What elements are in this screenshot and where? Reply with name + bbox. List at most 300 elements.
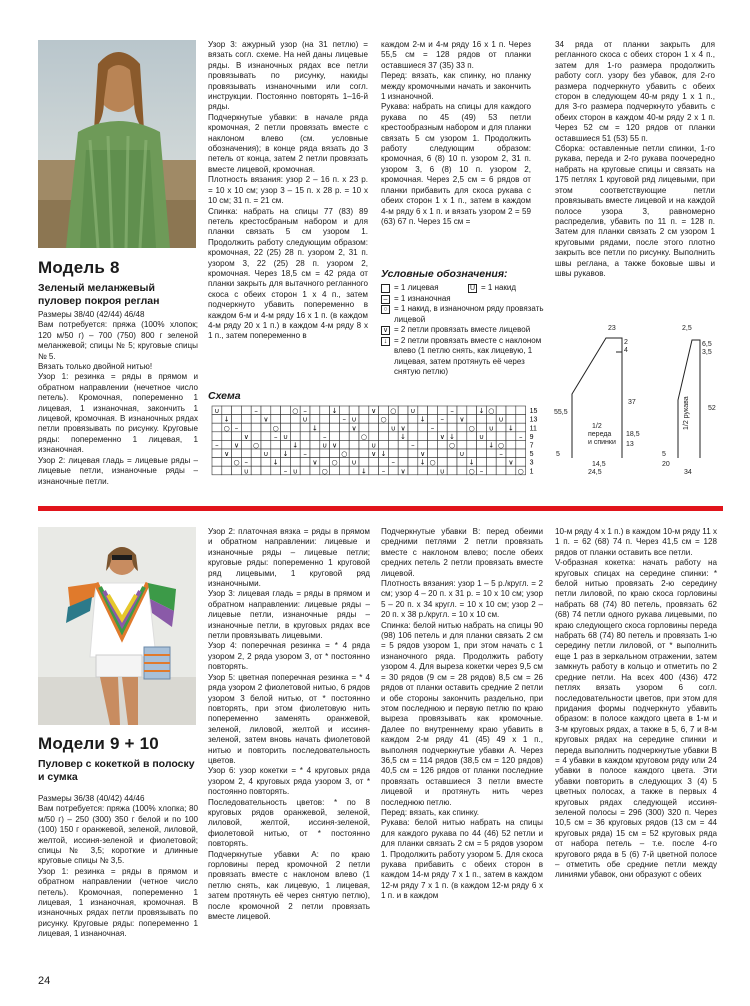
chart-cell [428,466,438,475]
legend-title: Условные обозначения: [381,268,508,280]
chart-cell [516,423,526,432]
chart-symbol: ∨ [331,441,338,450]
legend-list [381,283,551,378]
chart-symbol: – [322,432,327,441]
chart-cell [241,440,251,449]
chart-cell [379,458,389,467]
dim-5-left: 5 [556,451,560,458]
chart-symbol: ∪ [282,432,289,441]
chart-cell [496,406,506,415]
chart-symbol: ∨ [439,432,445,441]
chart-cell [379,423,389,432]
dim-2-5: 2,5 [682,325,692,332]
garment-schematic [552,318,722,476]
chart-cell [251,415,261,424]
chart-cell [457,432,467,441]
chart-cell [467,415,477,424]
chart-cell [281,415,291,424]
chart-cell [388,449,398,458]
chart-symbol: ↓ [507,424,514,433]
chart-cell [241,406,251,415]
chart-cell [467,440,477,449]
model8-photo [38,40,196,248]
chart-symbol: ○ [498,441,505,450]
chart-cell [320,406,330,415]
chart-cell [418,423,428,432]
chart-cell [212,423,222,432]
chart-cell [222,458,232,467]
chart-cell [290,423,300,432]
chart-cell [310,432,320,441]
chart-cell [222,406,232,415]
chart-cell [281,406,291,415]
chart-cell [241,415,251,424]
chart-cell [349,449,359,458]
label-front-back: 1/2 [592,423,602,430]
chart-cell [251,458,261,467]
chart-cell [271,406,281,415]
dim-37: 37 [628,399,636,406]
chart-cell [428,440,438,449]
chart-cell [486,449,496,458]
chart-symbol: ↓ [360,467,367,476]
model910-text-col1: Размеры 36/38 (40/42) 44/46 Вам потребуется: пряжа (100% хлопка; 80 м/50 г) – 250 (300) 350 г белой и по 100 (100) 150 г оранжевой, зеленой, лиловой, желтой, иссиня-зеленой и фиолетовой; спицы № 3,5; короткие и длинные круговые спицы № 3,5. Узор 1: резинка = ряды в прямом и обратном направлении (четное число петель). Кромочная, попеременно 1 лицевая, 1 изнаночная, кромочная. В изнаночных рядах петли провязывать по рисунку. Круговые ряды: попеременно 1 лицевая, 1 изнаночная. [38,794,198,939]
model8-subtitle: Зеленый меланжевый пуловер покроя реглан [38,282,160,307]
knit-symbol-icon [381,284,390,293]
label-front-back3: и спинки [588,439,616,446]
chart-cell [418,440,428,449]
scheme-title: Схема [208,390,241,402]
dim-14-5: 14,5 [592,461,606,468]
chart-symbol: ↓ [488,441,495,450]
chart-cell [437,440,447,449]
chart-symbol: ∪ [371,441,377,450]
dim-6-5: 6,5 [702,341,712,348]
arrow-down-symbol-icon: ↓ [381,337,390,346]
chart-cell [408,449,418,458]
chart-symbol: ○ [449,441,456,450]
chart-symbol: ↓ [449,432,456,441]
chart-cell [330,423,340,432]
chart-symbol: ○ [272,424,279,433]
chart-cell [330,449,340,458]
chart-symbol: ∨ [400,467,406,476]
chart-cell [467,449,477,458]
purl-symbol-icon: – [381,295,390,304]
chart-cell [379,440,389,449]
chart-cell [467,432,477,441]
chart-symbol: – [283,467,288,476]
dim-18-5: 18,5 [626,431,640,438]
chart-symbol: ↓ [282,450,289,459]
chart-cell [486,415,496,424]
chart-cell [388,415,398,424]
chart-cell [408,466,418,475]
chart-cell [261,423,271,432]
chart-cell [241,423,251,432]
chart-cell [339,458,349,467]
chart-cell [408,458,418,467]
chart-symbol: ∨ [243,432,249,441]
chart-cell [506,415,516,424]
chart-cell [251,466,261,475]
dim-52: 52 [708,405,716,412]
chart-symbol: ∪ [498,415,504,424]
chart-cell [320,458,330,467]
chart-cell [349,466,359,475]
chart-cell [222,466,232,475]
chart-symbol: ○ [223,424,230,433]
chart-cell [310,449,320,458]
chart-symbol: ∪ [478,432,485,441]
chart-symbol: ○ [341,450,348,459]
legend-item-yarnover: U = 1 накид [469,283,517,292]
model8-text-col4: 34 ряда от планки закрыть для регланного скоса с обеих сторон 1 х 4 п., затем для 1-го размера продолжить работу согл. узору без убавок, для 2-го размера подчеркнуто убавить с обеих сторон в следующем 40-м ряду 1 х 1 п., для 3-го размера подчеркнуто убавить с обеих сторон в каждом 40-м ряду 2 х 1 п. Через 52 см = 120 рядов от планки оставшиеся 51 (53) 55 п. Сборка: оставленные петли спинки, 1-го рукава, переда и 2-го рукава поочередно набрать на круговые спицы и связать на 175 петлях 1 круговой ряд лицевыми, при этом соответствующие петли провязывать вместе лицевой и на каждой полосе узора 3, равномерно распределив, убавить по 11 п. = 128 п. Затем для планки связать 2 см узором 1 круговыми рядами, после этого плотно закрыть все петли по рисунку. Выполнить швы реглана, а также боковые швы и швы рукавов. [555,40,715,278]
chart-cell [339,466,349,475]
chart-cell [281,440,291,449]
chart-cell [271,440,281,449]
u-symbol-icon: U [469,285,476,292]
chart-symbol: – [518,432,523,441]
chart-symbol: ∪ [351,458,357,467]
chart-symbol: – [440,415,445,424]
chart-cell [477,423,487,432]
chart-symbol: ∨ [351,424,357,433]
v-symbol-icon: ∨ [382,327,389,334]
dim-34: 34 [684,469,692,476]
chart-cell [369,423,379,432]
chart-cell [212,449,222,458]
chart-cell [379,432,389,441]
chart-cell [447,423,457,432]
chart-cell [437,423,447,432]
model910-title: Модели 9 + 10 [38,734,159,753]
chart-symbol: ↓ [272,458,279,467]
chart-cell [428,449,438,458]
chart-symbol: ○ [253,441,260,450]
chart-cell [232,466,242,475]
chart-cell [408,415,418,424]
chart-symbol: ∨ [420,450,426,459]
chart-cell [388,432,398,441]
chart-cell [251,449,261,458]
chart-cell [212,432,222,441]
chart-cell [428,432,438,441]
chart-cell [359,449,369,458]
chart-cell [212,466,222,475]
chart-symbol: ∪ [459,450,465,459]
chart-symbol: – [342,415,347,424]
chart-cell [349,432,359,441]
chart-cell [477,440,487,449]
chart-symbol: – [303,407,307,416]
chart-symbol: ○ [429,458,436,467]
chart-cell [447,458,457,467]
chart-cell [447,449,457,458]
chart-cell [359,423,369,432]
chart-cell [496,432,506,441]
chart-symbol: ○ [468,424,475,433]
chart-cell [379,406,389,415]
chart-symbol: ↓ [468,458,475,467]
chart-symbol: – [499,450,503,459]
chart-symbol: ∪ [488,424,494,433]
legend-item-knit: = 1 лицевая [381,283,551,294]
chart-cell [281,423,291,432]
chart-cell [310,406,320,415]
chart-cell [516,415,526,424]
model910-text-col2: Узор 2: платочная вязка = ряды в прямом и обратном направлении: лицевые и изнаночные ряды – лицевые петли; круговые ряды: попеременно 1 круговой ряд лицевыми, 1 круговой ряд изнаночными. Узор 3: лицевая гладь = ряды в прямом и обратном направлении: лицевые ряды – лицевые петли, изнаночные ряды – изнаночные петли, в круговых рядах все петли провязывать лицевыми. Узор 4: поперечная резинка = * 4 ряда узором 2, 2 рядa узором 3, от * постоянно повторять. Узор 5: цветная поперечная резинка = * 4 ряда узором 2 фиолетовой нитью, 6 рядов узором 3 белой нитью, от * постоянно повторять, при этом фиолетовую нить попеременно заменять оранжевой, зеленой, лиловой, желтой и иссиня-зеленой, затем вновь начать фиолетовой нитью и повторить последовательность цветов. Узор 6: узор кокетки = * 4 круговых ряда узором 2, 4 круговых ряда узором 3, от * постоянно повторять. Последовательность цветов: * по 8 круговых рядов оранжевой, зеленой, лиловой, желтой, иссиня-зеленой, фиолетовой нитью, от * постоянно повторять. Подчеркнутые убавки А: по краю горловины перед кромочной 2 петли провязать вместе с наклоном влево (1 петлю снять, как лицевую, 1 лицевая, затем протянуть её через снятую петлю), после кромочной 2 петли провязать вместе лицевой. [208,527,370,922]
chart-symbol: – [244,458,249,467]
chart-row-label: 3 [529,459,534,467]
chart-symbol: – [273,432,278,441]
legend-item-k2tog: ∨ = 2 петли провязать вместе лицевой [382,325,531,334]
chart-cell [388,466,398,475]
chart-symbol: ∪ [410,407,416,416]
chart-cell [339,423,349,432]
chart-cell [261,432,271,441]
chart-cell [300,432,310,441]
chart-cell [477,449,487,458]
chart-cell [320,423,330,432]
chart-cell [339,406,349,415]
chart-symbol: ↓ [419,458,426,467]
chart-symbol: ∨ [371,450,377,459]
chart-cell [428,415,438,424]
chart-cell [418,466,428,475]
chart-cell [398,415,408,424]
chart-symbol: ↓ [380,450,387,459]
model8-text-col3: каждом 2-м и 4-м ряду 16 х 1 п. Через 55,5 см = 128 рядов от планки оставшиеся 37 (35) 33 п. Перед: вязать, как спинку, но планку между кромочными начать и закончить 1 изнаночной. Рукава: набрать на спицы для каждого рукава по 45 (49) 53 петли крестообразным набором и для планки связать 5 см узором 1. Продолжить работу следующим образом: кромочная, 6 (8) 10 п. узором 2, 31 п. узором 3, 6 (8) 10 п. узором 2, кромочная. Через 2,5 см = 6 рядов от планки прибавить для скоса рукава с обеих сторон 1 х 1 п., затем в каждом 4-м ряду 6 х 1 п. и вязать узором 2 = 59 (63) 67 п. Через 15 см = [381,40,531,226]
chart-symbol: – [215,441,219,450]
chart-cell [496,458,506,467]
chart-cell [506,432,516,441]
legend-item-purl: – = 1 изнаночная [381,294,551,305]
dim-4: 4 [624,347,628,354]
chart-cell [486,432,496,441]
chart-symbol: – [254,407,258,416]
chart-symbol: ○ [468,467,475,476]
chart-symbol: – [381,467,386,476]
chart-cell [290,458,300,467]
chart-cell [418,432,428,441]
chart-cell [320,415,330,424]
chart-cell [496,466,506,475]
chart-symbol: ↓ [311,424,318,433]
chart-cell [437,406,447,415]
chart-symbol: – [479,467,484,476]
chart-symbol: ∨ [224,450,230,459]
chart-cell [310,466,320,475]
chart-cell [516,440,526,449]
chart-symbol: ∨ [312,458,318,467]
chart-symbol: ○ [390,407,397,416]
page-number: 24 [38,975,51,987]
chart-cell [290,432,300,441]
chart-symbol: – [303,450,307,459]
chart-symbol: ∪ [302,415,308,424]
chart-cell [418,406,428,415]
chart-symbol: ∨ [508,458,514,467]
dim-5-right: 5 [662,451,666,458]
chart-cell [486,466,496,475]
chart-cell [290,449,300,458]
model8-text-col1: Размеры 38/40 (42/44) 46/48 Вам потребуется: пряжа (100% хлопок; 120 м/50 г) – 700 (750) 800 г зеленой меланжевой; спицы № 5; круговые спицы № 5. Вязать только двойной нитью! Узор 1: резинка = ряды в прямом и обратном направлении (нечетное число петель). Кромочная, попеременно 1 лицевая, 1 изнаночная, закончить 1 лицевой, кромочная. В изнаночных рядах петли провязывать по рисунку. Круговые ряды: попеременно 1 лицевая, 1 изнаночная. Узор 2: лицевая гладь = лицевые ряды – лицевые петли, изнаночные ряды – изнаночные петли. [38,310,198,486]
model910-photo [38,527,196,725]
chart-cell [506,449,516,458]
chart-row-label: 11 [529,425,537,433]
chart-symbol: ∪ [243,467,249,476]
chart-cell [506,466,516,475]
chart-cell [457,406,467,415]
chart-cell [339,440,349,449]
knitting-chart [208,404,548,476]
chart-cell [261,458,271,467]
chart-cell [477,458,487,467]
chart-symbol: – [391,458,396,467]
chart-symbol: ↓ [292,441,299,450]
chart-cell [232,406,242,415]
chart-row-label: 13 [529,416,538,424]
chart-cell [300,458,310,467]
chart-symbol: ○ [233,458,240,467]
dim-2: 2 [624,339,628,346]
chart-cell [359,440,369,449]
chart-cell [457,440,467,449]
chart-cell [496,423,506,432]
chart-symbol: ∪ [390,424,396,433]
chart-symbol: ○ [380,415,387,424]
chart-symbol: ∨ [371,407,377,416]
chart-symbol: ○ [331,458,338,467]
dim-23: 23 [608,325,616,332]
chart-cell [281,458,291,467]
chart-cell [212,458,222,467]
dim-55-5: 55,5 [554,409,568,416]
chart-symbol: ○ [488,407,495,416]
chart-symbol: ↓ [400,432,407,441]
model910-text-col4: 10-м ряду 4 х 1 п.) в каждом 10-м ряду 11 х 1 п. = 62 (68) 74 п. Через 41,5 см = 128 рядов от планки оставить все петли. V-образная кокетка: начать работу на круговых спицах на середине спинки: * белой нитью провязать 2-ю середину петли лиловой, по краю скоса горловины набрать 68 (74) 80 петель, провязать 62 (68) 74 петли одного рукава лицевыми, по краю следующего скоса горловины переда набрать 68 (74) 80 петель и провязать 1-ю середину петли лиловой, от * выполнить еще 1 раз в зеркальном отражении, затем замкнуть работу в кольцо и отметить по 2 средние петли. На всех 400 (436) 472 петлях вязать узором 6 согл. последовательности цветов, при этом для придания формы подчеркнуто убавить образом: в полосе каждого цвета в 1-м и 3-м круговых рядах, а также в 5, 6, 7 и 8-м круговых рядах на середине спинки и переда выполнить подчеркнутые убавки В = 4 убавки в каждом круговом ряду или 24 убавки в полосе каждого цвета. Эти убавки повторить в следующих 3 (4) 5 цветных полосах, а также в первых 4 круговых рядах следующей иссиня-зеленой полосы = 296 (300) 320 п. Через 10,5 см = 36 круговых рядов (13 см = 44 круговых ряда) 15 см = 52 круговых ряда от набора петель – т.е. после 4-го кругового ряда в 5 (6) 7-й цветной полосе – отметить обе средние петли между линиями убавок, они образуют с обеих [555,527,717,880]
chart-cell [349,440,359,449]
chart-row-label: 1 [529,468,534,476]
chart-cell [300,423,310,432]
circle-symbol-icon: ○ [381,305,390,314]
chart-cell [369,458,379,467]
chart-cell [300,440,310,449]
chart-symbol: – [411,441,415,450]
chart-cell [330,466,340,475]
chart-row-label: 5 [529,451,534,459]
chart-cell [222,440,232,449]
chart-cell [447,466,457,475]
dim-24-5: 24,5 [588,469,602,476]
chart-symbol: ↓ [223,415,230,424]
model910-subtitle: Пуловер с кокеткой в полоску и сумка [38,758,195,783]
chart-cell [232,449,242,458]
chart-cell [271,415,281,424]
chart-cell [300,466,310,475]
chart-cell [339,432,349,441]
chart-symbol: ∪ [263,450,269,459]
chart-symbol: ○ [321,467,328,476]
chart-cell [457,466,467,475]
label-front-back2: переда [588,431,612,438]
chart-cell [212,415,222,424]
chart-cell [271,449,281,458]
chart-row-label: 7 [529,442,534,450]
chart-symbol: ↓ [478,407,485,416]
chart-cell [251,423,261,432]
chart-cell [437,458,447,467]
chart-row-label: 15 [529,408,538,416]
chart-symbol: ↓ [419,415,426,424]
model910-text-col3: Подчеркнутые убавки В: перед обеими средними петлями 2 петли провязать вместе с наклоном влево; после обеих средних петель 2 петли провязать вместе лицевой. Плотность вязания: узор 1 – 5 р./кругл. = 2 см; узор 4 – 20 п. х 31 р. = 10 х 10 см; узор 5 – 20 п. х 34 кругл. = 10 х 10 см; узор 2 – 20 п. х 38 р./кругл. = 10 х 10 см. Спинка: белой нитью набрать на спицы 90 (98) 106 петель и для планки связать 2 см = 5 рядов узором 1, при этом начать с 1 изнаночного ряда. Продолжить работу узором 4. Для выреза кокетки через 9,5 см = 30 рядов (9 см = 28 рядов) 8,5 см = 26 рядов от планки оставить средние 2 петли и обе стороны закончить раздельно, при этом последнюю и первую петлю по краю выреза провязывать как кромочные. Далее по внутреннему краю убавить в каждом 2-м ряду 41 (45) 49 х 1 п., выполняя подчеркнутые убавки А. Через 36,5 см = 114 рядов (38,5 см = 120 рядов) 40,5 см = 126 рядов от планки последние провязать оставшиеся 3 петли вместе лицевой и протянуть нить через последнюю петлю. Перед: вязать, как спинку. Рукава: белой нитью набрать на спицы для каждого рукава по 44 (46) 52 петли и для планки связать 2 см = 5 рядов узором 1. Продолжить работу узором 5. Для скоса рукава прибавить с обеих сторон в каждом 14-м ряду 7 х 1 п., затем в каждом 12-м ряду 7 х 1 п. (в каждом 12-м ряду 6 х 1 п. и в каждом [381,527,543,901]
chart-symbol: ∨ [233,441,240,450]
chart-symbol: ∨ [459,415,465,424]
chart-cell [310,415,320,424]
chart-cell [516,449,526,458]
chart-cell [290,415,300,424]
chart-cell [261,440,271,449]
chart-symbol: ∨ [400,424,406,433]
chart-symbol: ∨ [263,415,269,424]
chart-cell [222,432,232,441]
chart-symbol: – [234,424,239,433]
chart-cell [506,440,516,449]
chart-symbol: ∪ [292,467,298,476]
chart-cell [330,415,340,424]
chart-symbol: ○ [360,432,367,441]
chart-cell [408,423,418,432]
chart-cell [486,458,496,467]
chart-symbol: ○ [517,467,524,476]
chart-cell [369,432,379,441]
chart-cell [398,449,408,458]
legend-list-right [468,283,548,294]
chart-cell [457,458,467,467]
chart-symbol: – [430,424,435,433]
chart-symbol: – [450,407,454,416]
chart-symbol: ↓ [331,407,338,416]
chart-symbol: ∪ [214,407,220,416]
chart-cell [398,458,408,467]
legend-item-yarnover-knit: ○ = 1 накид, в изнаночном ряду провязать лицевой [381,304,551,325]
chart-cell [261,466,271,475]
chart-cell [271,466,281,475]
chart-cell [232,432,242,441]
chart-cell [359,458,369,467]
dim-3-5: 3,5 [702,349,712,356]
label-sleeve: 1/2 рукава [683,396,690,430]
chart-symbol: ○ [292,407,299,416]
chart-row-label: 9 [529,433,534,441]
model8-text-col2: Узор 3: ажурный узор (на 31 петлю) = вязать согл. схеме. На ней даны лицевые ряды. В изнаночных рядах все петли провязывать по рисунку, накиды провязывать изнаночными или согл. инструкции. Постоянно повторять 1–16-й ряды. Подчеркнутые убавки: в начале ряда кромочная, 2 петли провязать вместе с наклоном влево (см. условные обозначения); в конце ряда вязать до 3 петель от конца, затем 2 петли провязать вместе лицевой, кромочная. Плотность вязания: узор 2 – 16 п. х 23 р. = 10 х 10 см; узор 3 – 15 п. х 28 р. = 10 х 10 см; 31 п. = 21 см. Спинка: набрать на спицы 77 (83) 89 петель крестосбраным набором и для планки связать 5 см узором 1. Продолжить работу следующим образом: кромочная, 22 (25) 28 п. узором 2, 31 п. узором 3, 22 (25) 28 п. узором 2, кромочная. Через 18,5 см = 42 рядa от планки закрыть для вытачного регланного скоса с обеих сторон 1 х 4 п., затем подчеркнуто убавить попеременно в каждом 6-м и 4-м ряду 16 х 1 п. (в каждом 4-м ряду 20 х 1 п.) в каждом 4-м ряду 8 х 1 п., затем попеременно в [208,40,368,341]
chart-cell [398,406,408,415]
chart-cell [320,449,330,458]
chart-cell [506,406,516,415]
chart-cell [232,415,242,424]
chart-cell [447,415,457,424]
chart-cell [251,432,261,441]
chart-cell [516,406,526,415]
chart-cell [388,440,398,449]
chart-cell [359,415,369,424]
dim-20: 20 [662,461,670,468]
chart-cell [369,466,379,475]
chart-cell [477,415,487,424]
chart-symbol: ∪ [322,441,328,450]
legend-item-ssk: ↓ = 2 петли провязать вместе с наклоном влево (1 петлю снять, как лицевую, 1 лицевая, затем протянуть её через снятую петлю) [381,336,551,378]
